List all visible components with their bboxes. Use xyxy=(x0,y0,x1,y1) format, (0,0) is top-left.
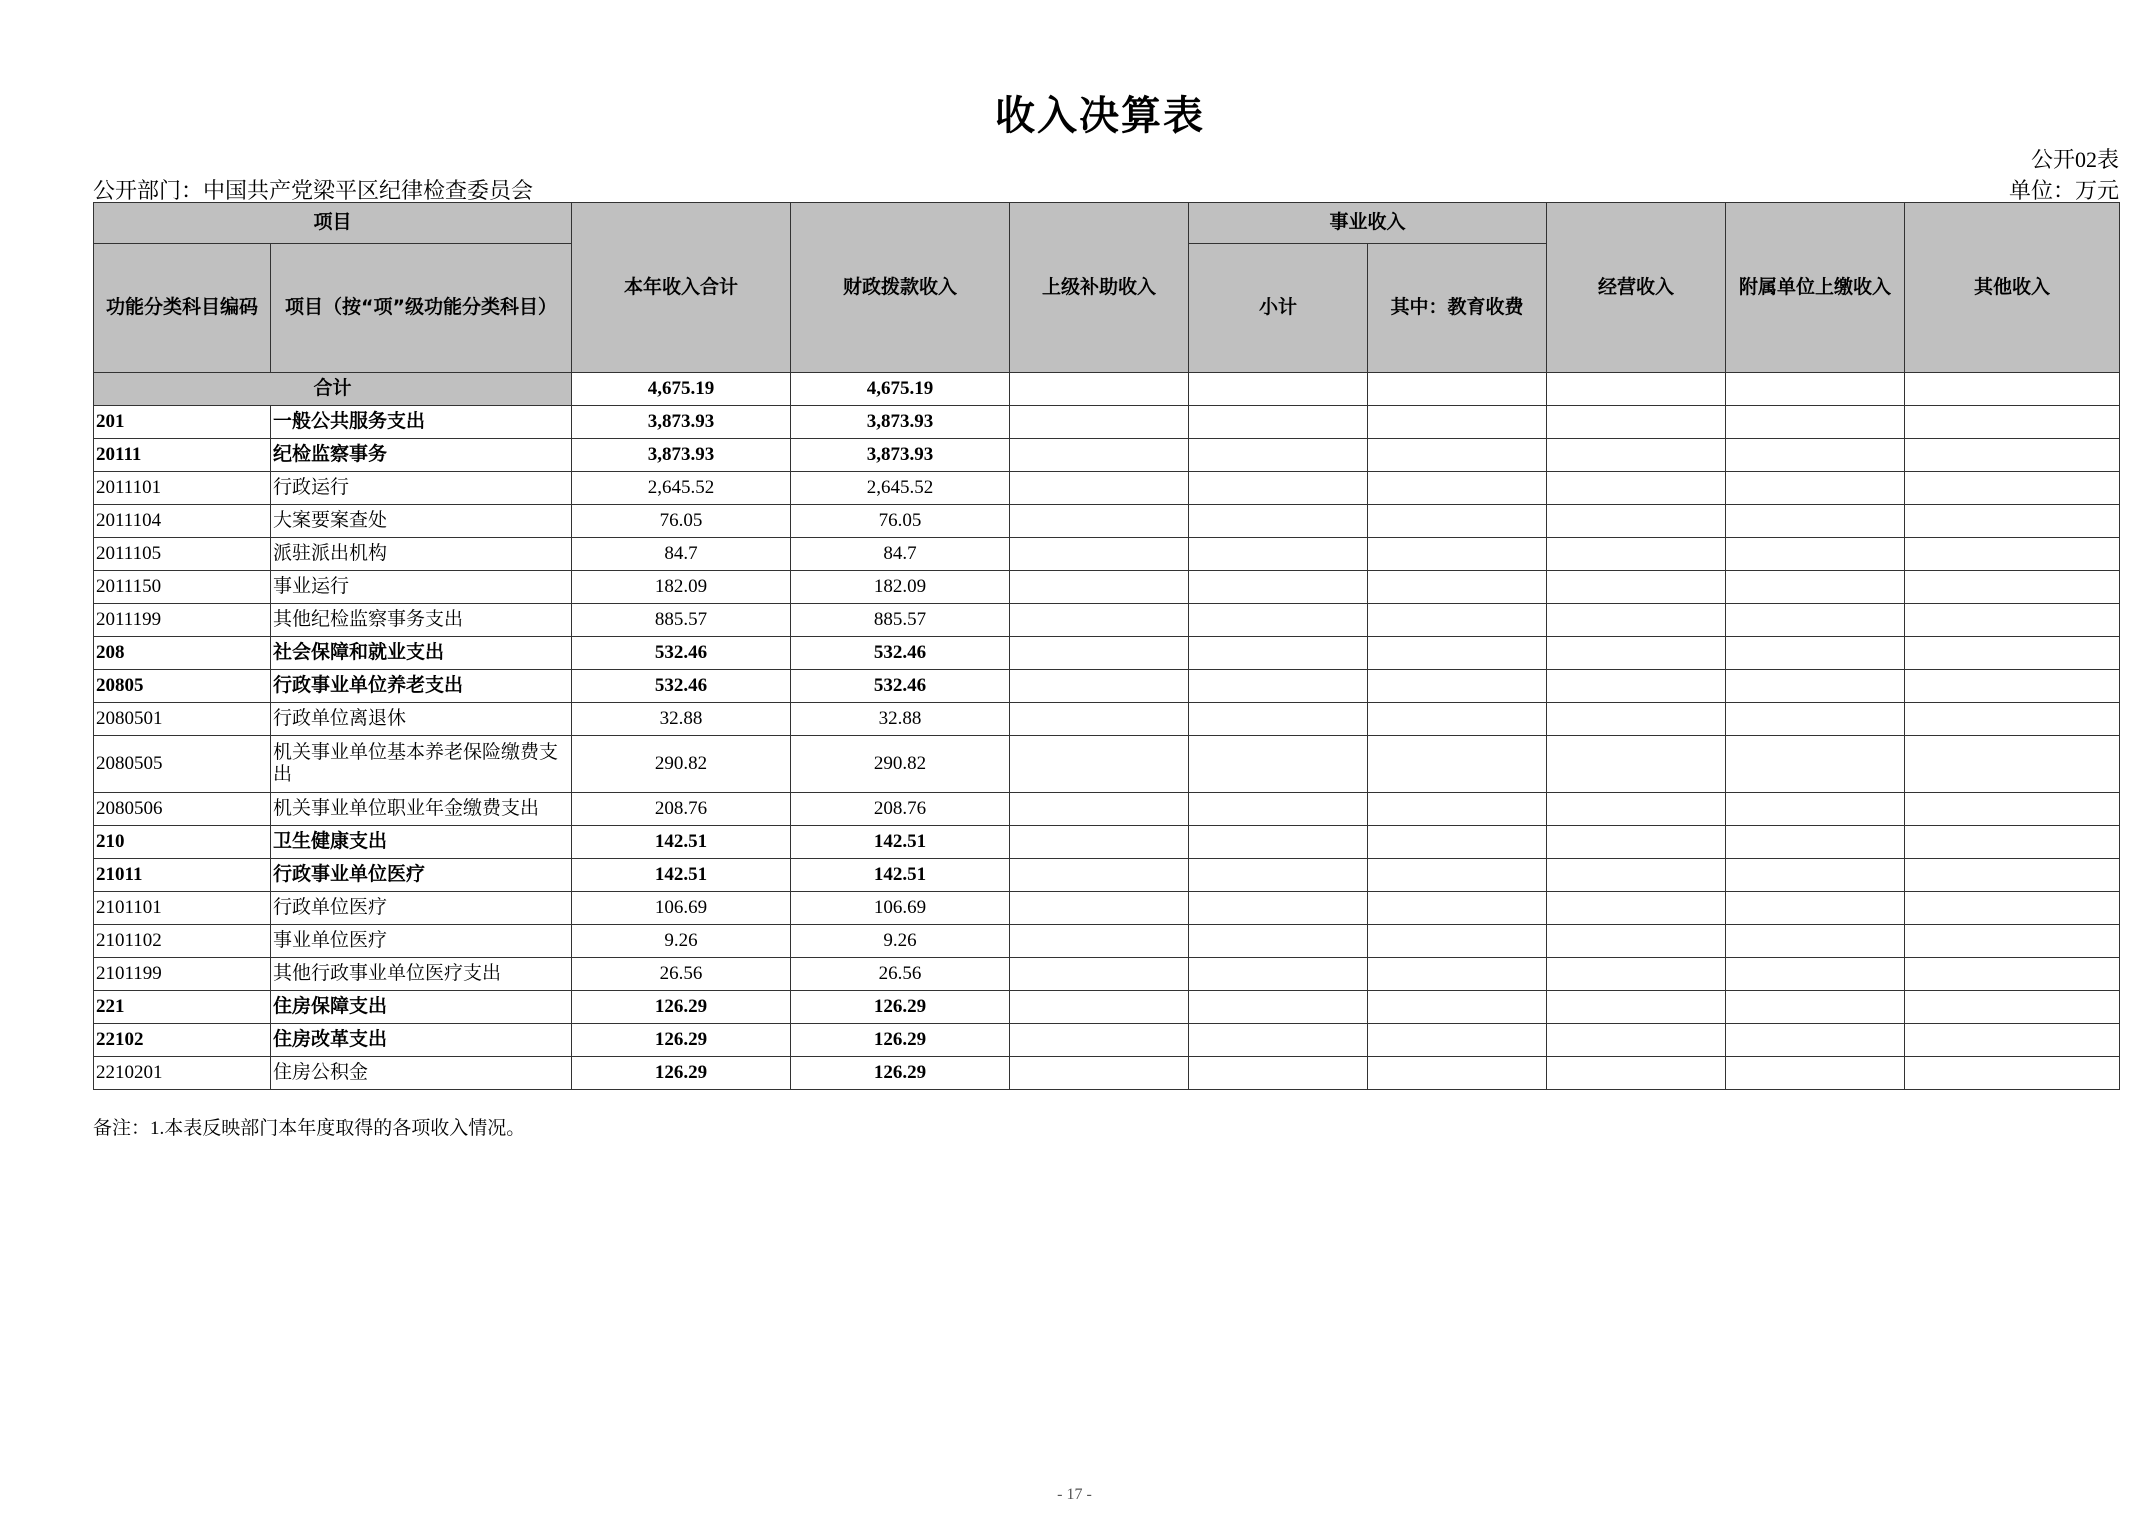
header-affiliated: 附属单位上缴收入 xyxy=(1726,203,1905,373)
total-cell: 532.46 xyxy=(572,670,791,703)
name-cell: 事业单位医疗 xyxy=(271,925,572,958)
total-cell: 3,873.93 xyxy=(572,406,791,439)
total-row xyxy=(94,373,2120,406)
fiscal-cell: 532.46 xyxy=(791,637,1010,670)
code-cell: 210 xyxy=(94,826,271,859)
table-row xyxy=(94,703,2120,736)
total-cell: 9.26 xyxy=(572,925,791,958)
fiscal-cell: 126.29 xyxy=(791,991,1010,1024)
page-number: - 17 - xyxy=(1057,1486,1092,1503)
header-other: 其他收入 xyxy=(1905,203,2120,373)
code-cell: 2011105 xyxy=(94,538,271,571)
code-cell: 20805 xyxy=(94,670,271,703)
table-row xyxy=(94,472,2120,505)
header-code: 功能分类科目编码 xyxy=(94,244,271,373)
code-cell: 2011101 xyxy=(94,472,271,505)
name-cell: 机关事业单位基本养老保险缴费支出 xyxy=(271,736,572,793)
page-title: 收入决算表 xyxy=(995,93,1205,139)
total-cell: 106.69 xyxy=(572,892,791,925)
code-cell: 2210201 xyxy=(94,1057,271,1090)
table-row xyxy=(94,505,2120,538)
total-income-cell: 4,675.19 xyxy=(572,373,791,406)
code-cell: 2080505 xyxy=(94,736,271,793)
name-cell: 住房保障支出 xyxy=(271,991,572,1024)
fiscal-cell: 106.69 xyxy=(791,892,1010,925)
name-cell: 其他行政事业单位医疗支出 xyxy=(271,958,572,991)
name-cell: 住房公积金 xyxy=(271,1057,572,1090)
code-cell: 2011199 xyxy=(94,604,271,637)
total-label: 合计 xyxy=(94,373,572,406)
name-cell: 社会保障和就业支出 xyxy=(271,637,572,670)
fiscal-cell: 126.29 xyxy=(791,1057,1010,1090)
code-cell: 2011150 xyxy=(94,571,271,604)
name-cell: 其他纪检监察事务支出 xyxy=(271,604,572,637)
code-cell: 2101102 xyxy=(94,925,271,958)
name-cell: 派驻派出机构 xyxy=(271,538,572,571)
code-cell: 208 xyxy=(94,637,271,670)
fiscal-cell: 142.51 xyxy=(791,826,1010,859)
code-cell: 2080501 xyxy=(94,703,271,736)
header-superior-subsidy: 上级补助收入 xyxy=(1010,203,1189,373)
fiscal-cell: 32.88 xyxy=(791,703,1010,736)
code-cell: 221 xyxy=(94,991,271,1024)
fiscal-cell: 3,873.93 xyxy=(791,406,1010,439)
table-row xyxy=(94,439,2120,472)
code-cell: 22102 xyxy=(94,1024,271,1057)
fiscal-cell: 290.82 xyxy=(791,736,1010,793)
header-education-fee: 其中：教育收费 xyxy=(1368,244,1547,373)
header-total-income: 本年收入合计 xyxy=(572,203,791,373)
table-row xyxy=(94,406,2120,439)
code-cell: 2080506 xyxy=(94,793,271,826)
code-cell: 2101199 xyxy=(94,958,271,991)
table-row xyxy=(94,571,2120,604)
fiscal-cell: 3,873.93 xyxy=(791,439,1010,472)
code-cell: 2011104 xyxy=(94,505,271,538)
fiscal-cell: 208.76 xyxy=(791,793,1010,826)
total-cell: 32.88 xyxy=(572,703,791,736)
fiscal-cell: 84.7 xyxy=(791,538,1010,571)
fiscal-cell: 885.57 xyxy=(791,604,1010,637)
total-cell: 290.82 xyxy=(572,736,791,793)
table-row xyxy=(94,637,2120,670)
name-cell: 卫生健康支出 xyxy=(271,826,572,859)
unit-label: 单位：万元 xyxy=(2008,178,2119,203)
name-cell: 住房改革支出 xyxy=(271,1024,572,1057)
total-cell: 84.7 xyxy=(572,538,791,571)
name-cell: 机关事业单位职业年金缴费支出 xyxy=(271,793,572,826)
fiscal-cell: 2,645.52 xyxy=(791,472,1010,505)
code-cell: 2101101 xyxy=(94,892,271,925)
table-row xyxy=(94,604,2120,637)
table-row xyxy=(94,826,2120,859)
code-cell: 201 xyxy=(94,406,271,439)
total-cell: 142.51 xyxy=(572,826,791,859)
table-row xyxy=(94,892,2120,925)
table-row xyxy=(94,538,2120,571)
total-cell: 208.76 xyxy=(572,793,791,826)
code-cell: 20111 xyxy=(94,439,271,472)
name-cell: 一般公共服务支出 xyxy=(271,406,572,439)
name-cell: 行政事业单位医疗 xyxy=(271,859,572,892)
table-row xyxy=(94,736,2120,793)
name-cell: 纪检监察事务 xyxy=(271,439,572,472)
fiscal-cell: 182.09 xyxy=(791,571,1010,604)
header-operating: 经营收入 xyxy=(1547,203,1726,373)
fiscal-cell: 532.46 xyxy=(791,670,1010,703)
total-cell: 2,645.52 xyxy=(572,472,791,505)
table-row xyxy=(94,1057,2120,1090)
name-cell: 行政运行 xyxy=(271,472,572,505)
name-cell: 行政单位医疗 xyxy=(271,892,572,925)
fiscal-cell: 142.51 xyxy=(791,859,1010,892)
total-cell: 126.29 xyxy=(572,1057,791,1090)
total-cell: 126.29 xyxy=(572,991,791,1024)
table-row xyxy=(94,991,2120,1024)
fiscal-cell: 76.05 xyxy=(791,505,1010,538)
name-cell: 大案要案查处 xyxy=(271,505,572,538)
name-cell: 行政事业单位养老支出 xyxy=(271,670,572,703)
header-subtotal: 小计 xyxy=(1189,244,1368,373)
name-cell: 行政单位离退休 xyxy=(271,703,572,736)
code-cell: 21011 xyxy=(94,859,271,892)
total-cell: 76.05 xyxy=(572,505,791,538)
total-fiscal-cell: 4,675.19 xyxy=(791,373,1010,406)
header-project: 项目 xyxy=(94,203,572,244)
total-cell: 142.51 xyxy=(572,859,791,892)
total-cell: 126.29 xyxy=(572,1024,791,1057)
total-cell: 3,873.93 xyxy=(572,439,791,472)
header-business-income: 事业收入 xyxy=(1189,203,1547,244)
table-row xyxy=(94,793,2120,826)
header-fiscal: 财政拨款收入 xyxy=(791,203,1010,373)
table-row xyxy=(94,925,2120,958)
total-cell: 26.56 xyxy=(572,958,791,991)
footnote: 备注：1.本表反映部门本年度取得的各项收入情况。 xyxy=(93,1118,526,1139)
department-label: 公开部门：中国共产党梁平区纪律检查委员会 xyxy=(93,178,534,203)
fiscal-cell: 9.26 xyxy=(791,925,1010,958)
total-cell: 182.09 xyxy=(572,571,791,604)
total-cell: 885.57 xyxy=(572,604,791,637)
total-cell: 532.46 xyxy=(572,637,791,670)
form-number: 公开02表 xyxy=(2030,147,2119,172)
income-table xyxy=(93,202,2120,1090)
table-row xyxy=(94,670,2120,703)
fiscal-cell: 26.56 xyxy=(791,958,1010,991)
table-row xyxy=(94,1024,2120,1057)
header-name: 项目（按“项”级功能分类科目） xyxy=(271,244,572,373)
fiscal-cell: 126.29 xyxy=(791,1024,1010,1057)
table-row xyxy=(94,859,2120,892)
name-cell: 事业运行 xyxy=(271,571,572,604)
table-row xyxy=(94,958,2120,991)
